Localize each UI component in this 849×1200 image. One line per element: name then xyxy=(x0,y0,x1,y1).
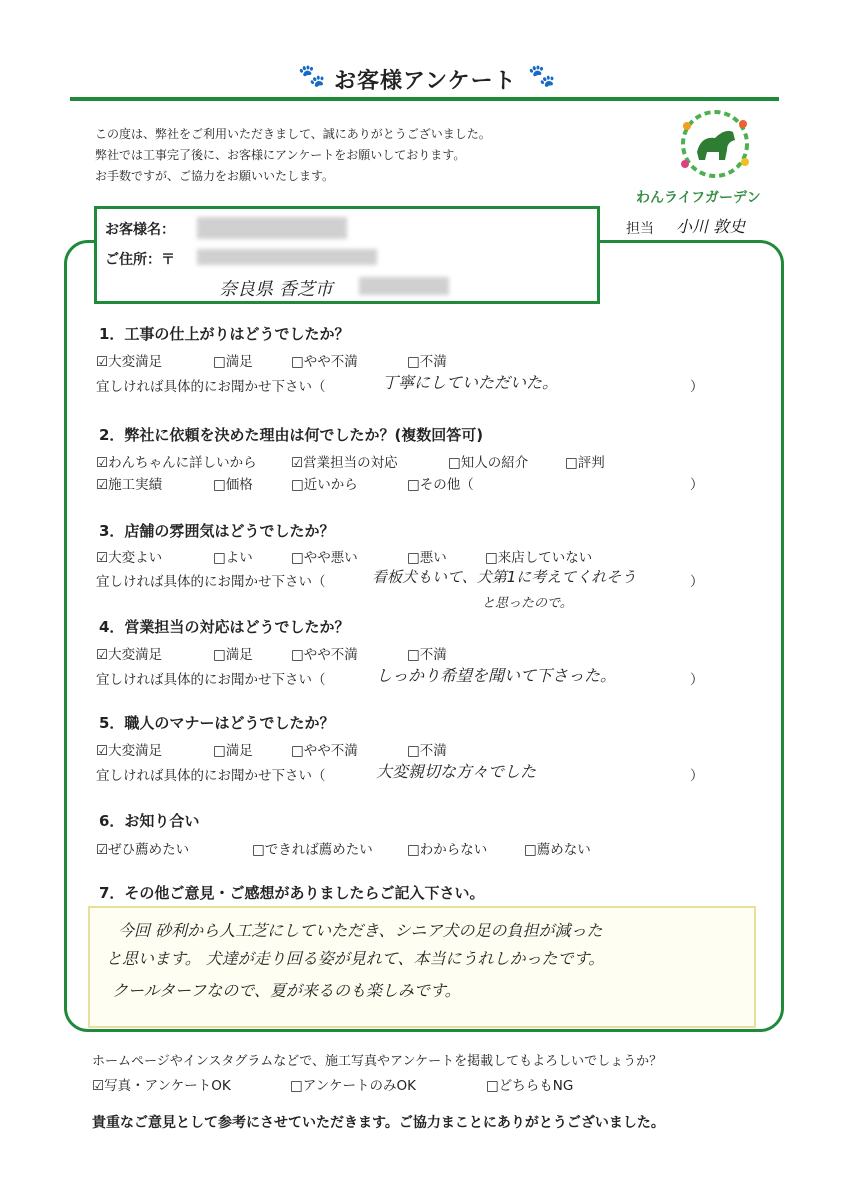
question-4-title: 4．営業担当の対応はどうでしたか？ xyxy=(99,618,350,636)
q3-option[interactable]: □悪い xyxy=(407,550,447,566)
publish-question: ホームページやインスタグラムなどで、施工写真やアンケートを掲載してもよろしいでしょうか？ xyxy=(92,1054,663,1069)
intro-text xyxy=(95,124,615,187)
q3-option[interactable]: ☑大変よい xyxy=(96,550,163,566)
header-rule xyxy=(70,97,779,101)
q6-option[interactable]: □薦めない xyxy=(524,842,591,858)
q4-option[interactable]: □満足 xyxy=(213,647,253,663)
logo-text: わんライフガーデン xyxy=(636,190,761,206)
q1-detail-label: 宜しければ具体的にお聞かせ下さい（ xyxy=(96,379,326,395)
q5-option[interactable]: □満足 xyxy=(213,743,253,759)
customer-name-redacted xyxy=(197,217,347,239)
q1-option[interactable]: ☑大変満足 xyxy=(96,354,163,370)
paw-icon-left: 🐾 xyxy=(298,64,326,89)
q3-option[interactable]: □やや悪い xyxy=(291,550,358,566)
q1-option[interactable]: □やや不満 xyxy=(291,354,358,370)
publish-option[interactable]: □アンケートのみOK xyxy=(290,1078,416,1094)
address-label: ご住所：〒 xyxy=(105,252,175,268)
comment-line: と思います。 犬達が走り回る姿が見れて、本当にうれしかったです。 xyxy=(106,949,605,968)
staff-label: 担当 xyxy=(626,221,654,237)
q2-option[interactable]: □評判 xyxy=(565,455,605,471)
q4-option[interactable]: □やや不満 xyxy=(291,647,358,663)
question-3-title: 3．店舗の雰囲気はどうでしたか？ xyxy=(99,522,335,540)
postal-redacted xyxy=(197,249,377,265)
q5-detail-label: 宜しければ具体的にお聞かせ下さい（ xyxy=(96,768,326,784)
q2-option[interactable]: ☑わんちゃんに詳しいから xyxy=(96,455,257,471)
question-7-title: 7．その他ご意見・ご感想がありましたらご記入下さい。 xyxy=(99,884,485,902)
q3-option[interactable]: □よい xyxy=(213,550,253,566)
q5-close-paren: ） xyxy=(690,768,704,784)
q2-option[interactable]: ☑施工実績 xyxy=(96,477,163,493)
q2-close-paren: ） xyxy=(690,477,704,493)
address-redacted xyxy=(359,277,449,295)
q4-option[interactable]: □不満 xyxy=(407,647,447,663)
question-2-title: 2．弊社に依頼を決めた理由は何でしたか？(複数回答可) xyxy=(99,426,484,444)
q5-option[interactable]: □不満 xyxy=(407,743,447,759)
customer-box xyxy=(94,206,600,304)
q2-option[interactable]: ☑営業担当の対応 xyxy=(291,455,398,471)
question-5-title: 5．職人のマナーはどうでしたか？ xyxy=(99,714,335,732)
q1-close-paren: ） xyxy=(690,379,704,395)
comment-line: クールターフなので、夏が来るのも楽しみです。 xyxy=(112,981,461,1000)
q6-option[interactable]: □わからない xyxy=(407,842,488,858)
paw-icon-right: 🐾 xyxy=(528,64,556,89)
q6-option[interactable]: ☑ぜひ薦めたい xyxy=(96,842,190,858)
q4-answer: しっかり希望を聞いて下さった。 xyxy=(376,666,617,685)
company-logo xyxy=(655,106,775,182)
comment-line: 今回 砂利から人工芝にしていただき、シニア犬の足の負担が減った xyxy=(118,921,603,940)
q5-answer: 大変親切な方々でした xyxy=(376,762,537,781)
publish-option[interactable]: ☑写真・アンケートOK xyxy=(92,1078,231,1094)
q2-option[interactable]: □知人の紹介 xyxy=(448,455,529,471)
publish-option[interactable]: □どちらもNG xyxy=(486,1078,574,1094)
intro-line: この度は、弊社をご利用いただきまして、誠にありがとうございました。 xyxy=(95,127,491,141)
question-6-title: 6．お知り合い xyxy=(99,812,200,830)
q3-answer: 看板犬もいて、犬第1に考えてくれそう xyxy=(372,568,637,586)
q3-answer-line2: と思ったので。 xyxy=(482,596,573,611)
q6-option[interactable]: □できれば薦めたい xyxy=(252,842,373,858)
comment-box[interactable] xyxy=(88,906,756,1028)
q4-option[interactable]: ☑大変満足 xyxy=(96,647,163,663)
q2-option[interactable]: □その他（ xyxy=(407,477,474,493)
question-1-title: 1．工事の仕上がりはどうでしたか？ xyxy=(99,325,350,343)
q3-option[interactable]: □来店していない xyxy=(485,550,593,566)
address-handwritten: 奈良県 香芝市 xyxy=(219,279,333,300)
q5-option[interactable]: ☑大変満足 xyxy=(96,743,163,759)
page-title: お客様アンケート xyxy=(334,69,517,94)
q1-option[interactable]: □不満 xyxy=(407,354,447,370)
intro-line: 弊社では工事完了後に、お客様にアンケートをお願いしております。 xyxy=(95,148,466,162)
q3-close-paren: ） xyxy=(690,574,704,590)
staff-name: 小川 敦史 xyxy=(676,217,746,236)
q2-option[interactable]: □価格 xyxy=(213,477,253,493)
q4-detail-label: 宜しければ具体的にお聞かせ下さい（ xyxy=(96,672,326,688)
q5-option[interactable]: □やや不満 xyxy=(291,743,358,759)
q1-option[interactable]: □満足 xyxy=(213,354,253,370)
q3-detail-label: 宜しければ具体的にお聞かせ下さい（ xyxy=(96,574,326,590)
customer-name-label: お客様名： xyxy=(105,222,175,238)
dog-logo-icon xyxy=(655,106,775,182)
q2-option[interactable]: □近いから xyxy=(291,477,358,493)
q4-close-paren: ） xyxy=(690,672,704,688)
q1-answer: 丁寧にしていただいた。 xyxy=(382,373,559,392)
intro-line: お手数ですが、ご協力をお願いいたします。 xyxy=(95,169,335,183)
footer-thanks: 貴重なご意見として参考にさせていただきます。ご協力まことにありがとうございました。 xyxy=(92,1115,665,1131)
